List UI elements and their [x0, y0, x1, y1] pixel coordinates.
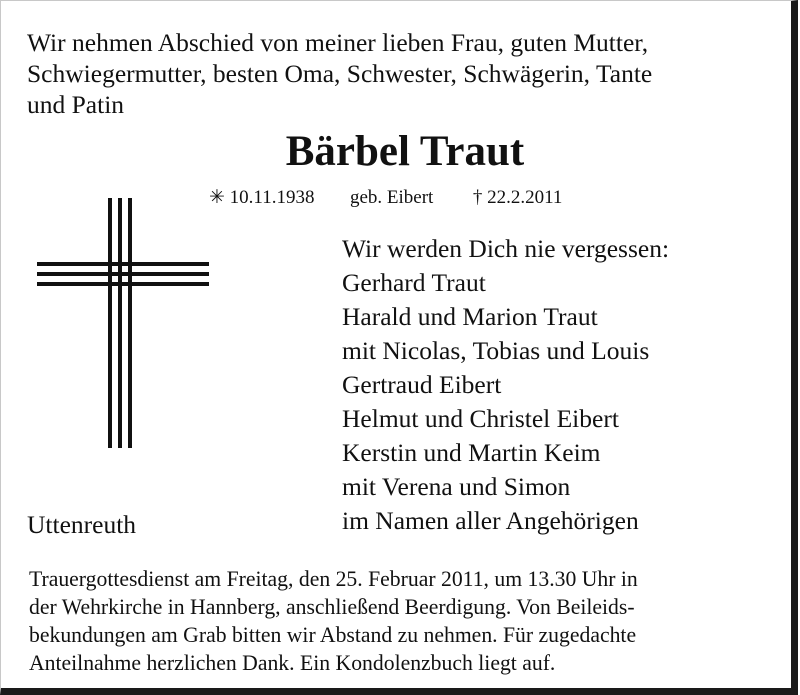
maiden-name: geb. Eibert: [349, 187, 434, 208]
mourners-line: im Namen aller Angehörigen: [342, 506, 639, 535]
mourners-line: mit Verena und Simon: [342, 472, 571, 501]
death-dagger-icon: †: [472, 187, 483, 208]
cross-icon: [37, 198, 209, 448]
mourners-line: Gerhard Traut: [342, 268, 486, 297]
birth-date: 10.11.1938: [229, 187, 315, 208]
service-line: Anteilnahme herzlichen Dank. Ein Kondolenzbuch liegt auf.: [29, 651, 556, 675]
life-dates: [209, 187, 629, 209]
mourners-line: Gertraud Eibert: [342, 370, 502, 399]
mourners-line: Kerstin und Martin Keim: [342, 438, 601, 467]
mourners-line: Wir werden Dich nie vergessen:: [342, 234, 670, 263]
mourners-line: Harald und Marion Traut: [342, 302, 598, 331]
place-name: Uttenreuth: [27, 510, 137, 539]
mourners-line: mit Nicolas, Tobias und Louis: [342, 336, 650, 365]
intro-text: Wir nehmen Abschied von meiner lieben Frau, guten Mutter, Schwiegermutter, besten Oma, Schwester, Schwägerin, Tante und Patin: [27, 28, 653, 119]
service-line: der Wehrkirche in Hannberg, anschließend Beerdigung. Von Beileids-: [29, 595, 635, 619]
birth-star-icon: ✳: [209, 187, 225, 208]
service-line: Trauergottesdienst am Freitag, den 25. Februar 2011, um 13.30 Uhr in: [29, 567, 638, 591]
service-info: [29, 565, 789, 677]
mourners-line: Helmut und Christel Eibert: [342, 404, 619, 433]
mourners-list: [342, 232, 782, 538]
deceased-name: Bärbel Traut: [285, 128, 525, 175]
service-line: bekundungen am Grab bitten wir Abstand zu nehmen. Für zugedachte: [29, 623, 637, 647]
death-date: 22.2.2011: [487, 187, 563, 208]
